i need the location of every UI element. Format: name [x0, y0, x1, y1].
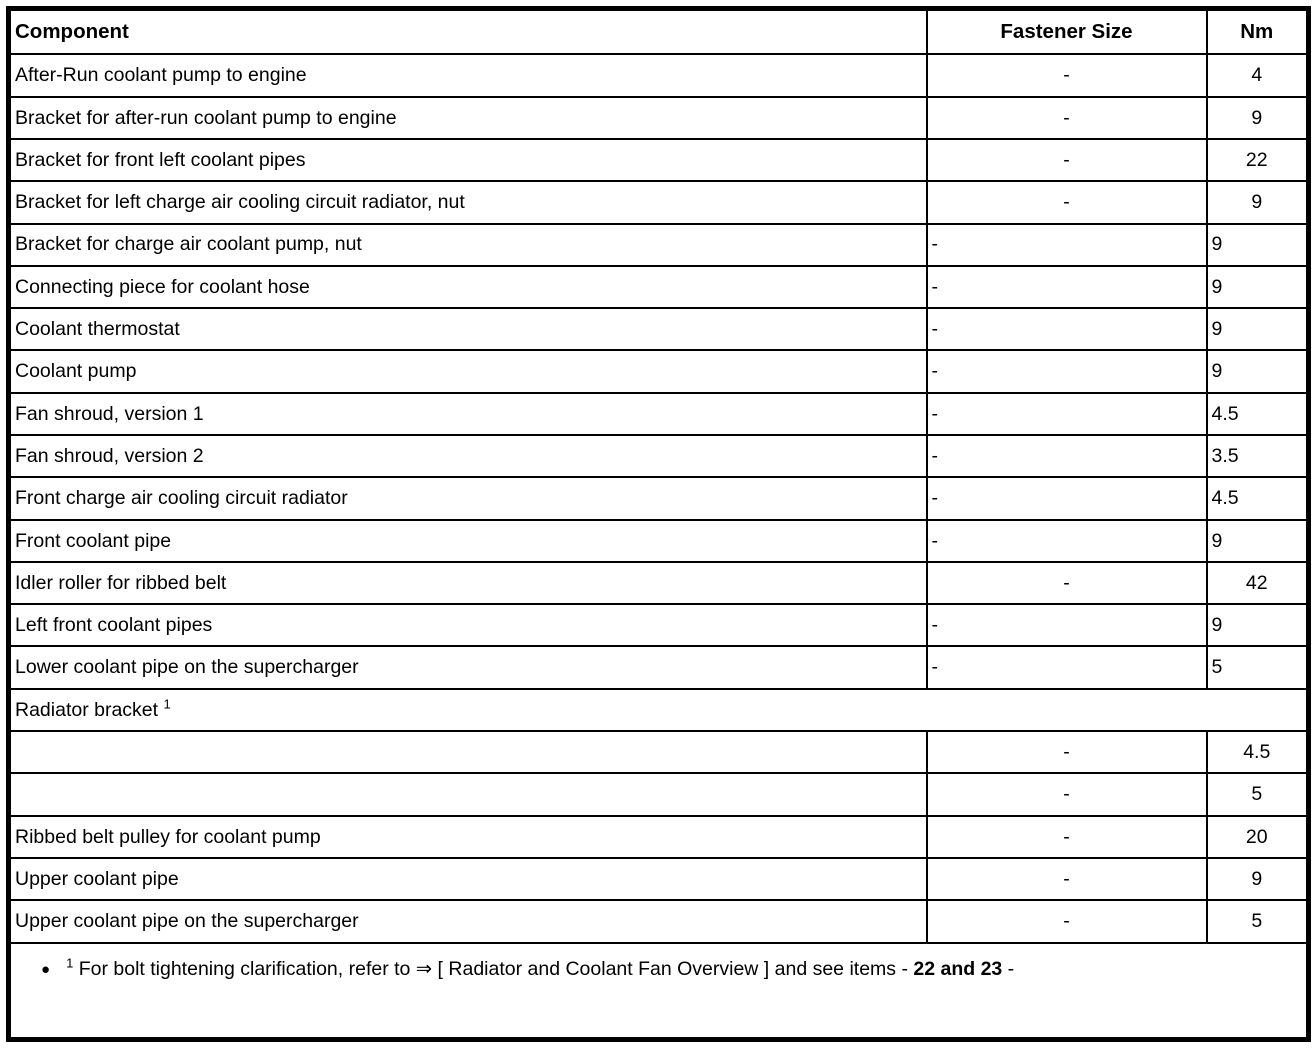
nm-cell: 5 — [1207, 773, 1309, 815]
fastener-cell: - — [927, 520, 1207, 562]
nm-cell: 4.5 — [1207, 393, 1309, 435]
component-cell: After-Run coolant pump to engine — [9, 54, 927, 96]
component-cell: Fan shroud, version 1 — [9, 393, 927, 435]
nm-cell: 4.5 — [1207, 731, 1309, 773]
column-header-nm: Nm — [1207, 9, 1309, 55]
nm-cell: 4.5 — [1207, 477, 1309, 519]
table-header-row — [9, 9, 1309, 55]
component-cell: Front charge air cooling circuit radiator — [9, 477, 927, 519]
table-row — [9, 731, 1309, 773]
footnote-marker: 1 — [163, 696, 171, 712]
component-cell: Bracket for front left coolant pipes — [9, 139, 927, 181]
component-cell: Ribbed belt pulley for coolant pump — [9, 816, 927, 858]
nm-cell: 9 — [1207, 224, 1309, 266]
fastener-cell: - — [927, 350, 1207, 392]
fastener-cell: - — [927, 900, 1207, 942]
component-cell: Left front coolant pipes — [9, 604, 927, 646]
footnote-item-numbers: 22 and 23 — [913, 957, 1003, 980]
component-span-cell — [9, 689, 1309, 731]
component-cell: Coolant thermostat — [9, 308, 927, 350]
nm-cell: 22 — [1207, 139, 1309, 181]
table-row — [9, 816, 1309, 858]
component-label: Radiator bracket — [15, 698, 159, 721]
fastener-cell: - — [927, 562, 1207, 604]
fastener-cell: - — [927, 181, 1207, 223]
fastener-cell: - — [927, 816, 1207, 858]
component-cell: Bracket for left charge air cooling circuit radiator, nut — [9, 181, 927, 223]
table-row — [9, 858, 1309, 900]
component-cell: Bracket for after-run coolant pump to engine — [9, 97, 927, 139]
table-row — [9, 435, 1309, 477]
table-row — [9, 350, 1309, 392]
table-row — [9, 646, 1309, 688]
fastener-cell: - — [927, 224, 1207, 266]
nm-cell: 9 — [1207, 350, 1309, 392]
table-row — [9, 308, 1309, 350]
nm-cell: 42 — [1207, 562, 1309, 604]
nm-cell: 9 — [1207, 266, 1309, 308]
nm-cell: 9 — [1207, 858, 1309, 900]
nm-cell: 9 — [1207, 308, 1309, 350]
nm-cell: 3.5 — [1207, 435, 1309, 477]
footnote-text-trailing: - — [1002, 957, 1015, 980]
component-cell: Fan shroud, version 2 — [9, 435, 927, 477]
footnote-text: For bolt tightening clarification, refer to ⇒ [ Radiator and Coolant Fan Overview ] and see items - — [78, 957, 914, 980]
component-cell — [9, 731, 927, 773]
footnote-cell — [9, 943, 1309, 1040]
fastener-cell: - — [927, 97, 1207, 139]
fastener-cell: - — [927, 773, 1207, 815]
component-cell: Bracket for charge air coolant pump, nut — [9, 224, 927, 266]
footnote-marker: 1 — [66, 955, 74, 971]
fastener-cell: - — [927, 393, 1207, 435]
table-row — [9, 562, 1309, 604]
component-cell: Front coolant pipe — [9, 520, 927, 562]
footnote-row — [9, 943, 1309, 1040]
component-cell: Coolant pump — [9, 350, 927, 392]
table-row — [9, 266, 1309, 308]
nm-cell: 9 — [1207, 520, 1309, 562]
nm-cell: 9 — [1207, 181, 1309, 223]
fastener-cell: - — [927, 731, 1207, 773]
column-header-component: Component — [9, 9, 927, 55]
fastener-cell: - — [927, 604, 1207, 646]
table-row — [9, 393, 1309, 435]
component-cell: Upper coolant pipe — [9, 858, 927, 900]
table-row — [9, 181, 1309, 223]
nm-cell: 9 — [1207, 97, 1309, 139]
table-row — [9, 520, 1309, 562]
torque-spec-table — [6, 6, 1311, 1042]
fastener-cell: - — [927, 139, 1207, 181]
fastener-cell: - — [927, 308, 1207, 350]
nm-cell: 20 — [1207, 816, 1309, 858]
fastener-cell: - — [927, 266, 1207, 308]
nm-cell: 5 — [1207, 646, 1309, 688]
component-cell: Idler roller for ribbed belt — [9, 562, 927, 604]
fastener-cell: - — [927, 54, 1207, 96]
nm-cell: 4 — [1207, 54, 1309, 96]
component-cell: Connecting piece for coolant hose — [9, 266, 927, 308]
bullet-icon: ● — [41, 960, 51, 978]
component-cell — [9, 773, 927, 815]
table-row — [9, 604, 1309, 646]
fastener-cell: - — [927, 477, 1207, 519]
table-row — [9, 54, 1309, 96]
fastener-cell: - — [927, 858, 1207, 900]
fastener-cell: - — [927, 435, 1207, 477]
component-cell: Lower coolant pipe on the supercharger — [9, 646, 927, 688]
nm-cell: 9 — [1207, 604, 1309, 646]
table-row — [9, 773, 1309, 815]
table-row — [9, 900, 1309, 942]
table-row — [9, 477, 1309, 519]
component-cell: Upper coolant pipe on the supercharger — [9, 900, 927, 942]
nm-cell: 5 — [1207, 900, 1309, 942]
table-row — [9, 139, 1309, 181]
table-row — [9, 97, 1309, 139]
fastener-cell: - — [927, 646, 1207, 688]
table-row-radiator-bracket — [9, 689, 1309, 731]
table-row — [9, 224, 1309, 266]
column-header-fastener-size: Fastener Size — [927, 9, 1207, 55]
